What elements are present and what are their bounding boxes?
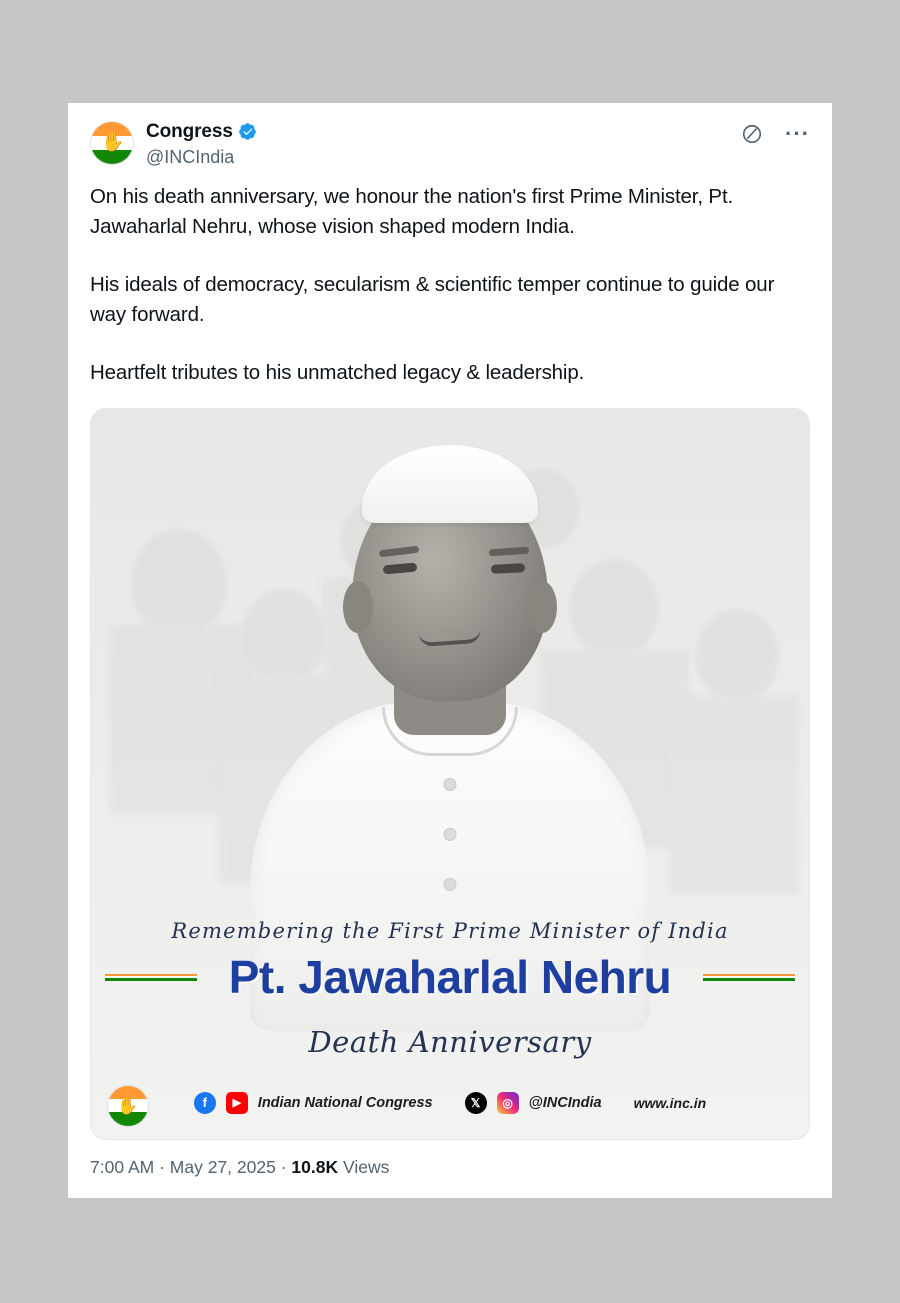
- congress-hand-icon: ✋: [101, 132, 125, 153]
- poster-footer: [91, 1077, 809, 1129]
- poster-org-name: Indian National Congress: [257, 1094, 433, 1111]
- header-actions: [741, 123, 810, 145]
- congress-hand-icon-small: ✋: [117, 1096, 139, 1116]
- avatar[interactable]: [90, 121, 134, 165]
- tweet-paragraph-3: Heartfelt tributes to his unmatched legacy & leadership.: [90, 360, 585, 384]
- tweet-media[interactable]: [90, 408, 810, 1140]
- nehru-portrait: [235, 471, 665, 1031]
- tweet-meta: [68, 1140, 832, 1198]
- portrait-ear-right: [527, 581, 557, 633]
- grok-actions-icon[interactable]: [741, 123, 763, 145]
- poster-website: www.inc.in: [633, 1094, 707, 1111]
- portrait-ear-left: [343, 581, 373, 633]
- verified-badge-icon: [238, 122, 257, 141]
- more-options-icon[interactable]: ···: [785, 121, 810, 146]
- poster-image: [91, 409, 809, 1139]
- account-name-block: [146, 121, 257, 168]
- meta-separator-2: ·: [280, 1156, 287, 1177]
- meta-separator-1: ·: [159, 1156, 165, 1177]
- tweet-header: [68, 121, 832, 168]
- tweet-text: [68, 168, 832, 388]
- display-name[interactable]: Congress: [146, 121, 233, 142]
- display-name-row: [146, 121, 257, 143]
- account-handle[interactable]: @INCIndia: [146, 146, 235, 167]
- views-label: Views: [343, 1156, 390, 1177]
- poster-handle: @INCIndia: [528, 1094, 602, 1111]
- instagram-icon: ◎: [497, 1092, 519, 1114]
- x-icon: 𝕏: [465, 1092, 487, 1114]
- tweet-paragraph-2: His ideals of democracy, secularism & scientific temper continue to guide our way forward.: [90, 272, 775, 326]
- tweet-time: 7:00 AM: [90, 1156, 155, 1177]
- youtube-icon: ▶: [226, 1092, 248, 1114]
- tweet-card: [68, 103, 832, 1198]
- tweet-paragraph-1: On his death anniversary, we honour the nation's first Prime Minister, Pt. Jawaharlal Nehru, whose vision shaped modern India.: [90, 184, 734, 238]
- views-count: 10.8K: [291, 1156, 339, 1177]
- poster-script-line: Remembering the First Prime Minister of India: [171, 918, 729, 943]
- facebook-icon: f: [194, 1092, 216, 1114]
- poster-title: Pt. Jawaharlal Nehru: [228, 950, 672, 1003]
- poster-subtitle: Death Anniversary: [308, 1024, 592, 1059]
- tweet-date: May 27, 2025: [169, 1156, 276, 1177]
